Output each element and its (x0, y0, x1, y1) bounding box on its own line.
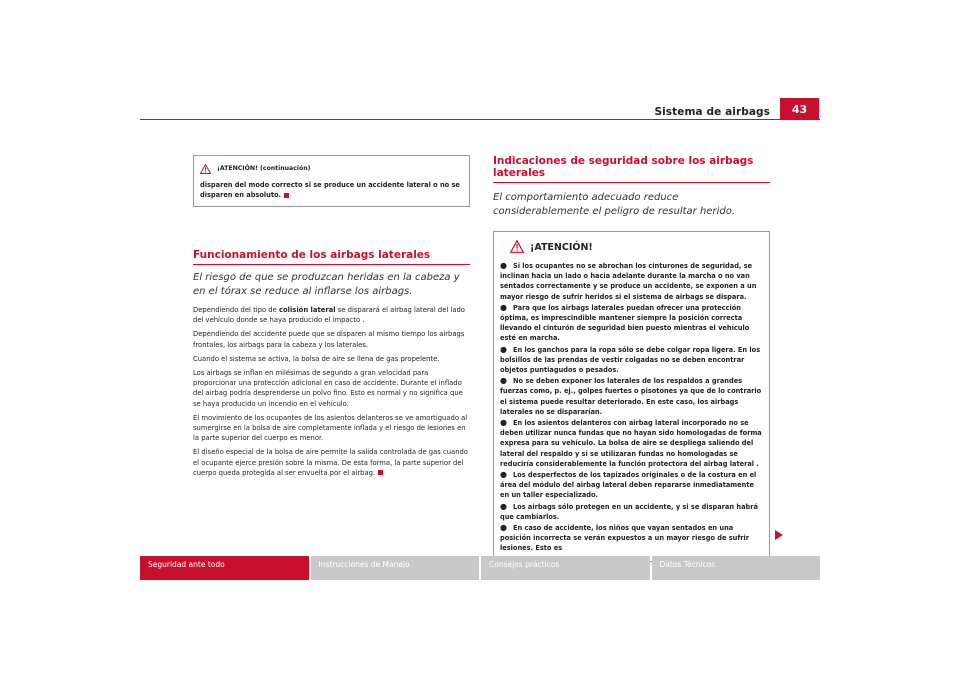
warning-header (500, 232, 763, 261)
warning-list-item: ● En los asientos delanteros con airbag lateral incorporado no se deben utilizar nunca fundas que no hayan sido homologadas de forma expresa para su vehículo. La bolsa de aire se despliega saliendo del lateral del respaldo y si se utilizaran fundas no homologadas se reduciría considerablemente la función protectora del airbag lateral . (500, 418, 762, 468)
section-title-indicaciones: Indicaciones de seguridad sobre los airbags laterales (493, 155, 754, 179)
bullet-icon: ● (500, 344, 507, 354)
section-rule (493, 182, 770, 183)
section-lead: El riesgo de que se produzcan heridas en la cabeza y en el tórax se reduce al inflarse los airbags. (193, 272, 460, 297)
warning-list-item: ● En los ganchos para la ropa sólo se debe colgar ropa ligera. En los bolsillos de las prendas de vestir colgadas no se deben encontrar objetos puntiagudos o pesados. (500, 344, 761, 375)
section-body (193, 305, 470, 478)
body-paragraph: Dependiendo del tipo de colisión lateral se disparará el airbag lateral del lado del vehículo donde se haya producido el impacto . (193, 306, 465, 325)
page-number: 43 (780, 98, 819, 120)
warning-list-item: ● Para que los airbags laterales puedan ofrecer una protección óptima, es imprescindible mantener siempre la posición correcta llevando el cinturón de seguridad bien puesto mientras el vehículo esté en marcha. (500, 302, 750, 343)
warning-list (500, 261, 763, 554)
body-paragraph: El diseño especial de la bolsa de aire permite la salida controlada de gas cuando el ocupante ejerce presión sobre la misma. De esta forma, la parte superior del cuerpo queda protegida al ser envuelta por el airbag. (193, 448, 468, 477)
body-paragraph: Los airbags se inflan en milésimas de segundo a gran velocidad para proporcionar una protección adicional en caso de accidente. Durante el inflado del airbag podría desprenderse un polvo fino. Esto es normal y no significa que se haya producido un incendio en el vehículo. (193, 369, 463, 408)
warning-triangle-icon (510, 238, 524, 257)
warning-list-item: ● No se deben exponer los laterales de los respaldos a grandes fuerzas como, p. ej., golpes fuertes o pisotones ya que de lo contrario el sistema puede resultar deteriorado. En este caso, los airbags laterales no se dispararían. (500, 376, 762, 416)
warning-list-item: ● En caso de accidente, los niños que vayan sentados en una posición incorrecta se verán expuestos a un mayor riesgo de sufrir lesiones. Esto es (500, 523, 750, 553)
footer-nav (140, 556, 820, 580)
header-rule (140, 119, 820, 120)
running-header-title: Sistema de airbags (654, 106, 770, 118)
warning-triangle-icon (200, 159, 211, 178)
section-lead: El comportamiento adecuado reduce considerablemente el peligro de resultar herido. (493, 192, 735, 217)
warning-title: ¡ATENCIÓN! (530, 242, 593, 253)
bullet-icon: ● (500, 501, 507, 511)
body-paragraph: El movimiento de los ocupantes de los asientos delanteros se ve amortiguado al sumergirse en la bolsa de aire completamente inflada y el riesgo de lesiones en la parte superior del cuerpo es menor. (193, 413, 468, 443)
warning-continued-text: disparen del modo correcto si se produce un accidente lateral o no se disparen en absoluto. (200, 181, 460, 199)
section-rule (193, 264, 470, 265)
warning-box (493, 231, 770, 562)
body-paragraph: Dependiendo del accidente puede que se disparen al mismo tiempo los airbags frontales, los airbags para la cabeza y los laterales. (193, 330, 465, 349)
bullet-icon: ● (500, 470, 507, 480)
footer-tab-instrucciones[interactable]: Instrucciones de Manejo (311, 556, 480, 580)
section-end-mark (378, 470, 383, 475)
footer-tab-datos[interactable]: Datos Técnicos (652, 556, 821, 580)
right-column (493, 155, 770, 562)
warning-list-item: ● Los airbags sólo protegen en un accidente, y si se disparan habrá que cambiarlos. (500, 501, 758, 521)
warning-list-item: ● Si los ocupantes no se abrochan los cinturones de seguridad, se inclinan hacia un lado o hacia adelante durante la marcha o no van sentados correctamente y se produce un accidente, se exponen a un mayor riesgo de sufrir heridos si el sistema de airbags se dispara. (500, 261, 757, 301)
section-end-mark (284, 193, 289, 198)
bullet-icon: ● (500, 376, 507, 386)
footer-tab-seguridad[interactable]: Seguridad ante todo (140, 556, 309, 580)
warning-continued-box (193, 155, 470, 207)
bullet-icon: ● (500, 302, 507, 312)
warning-continued-title: ¡ATENCIÓN! (continuación) (217, 165, 311, 172)
section-title-funcionamiento: Funcionamiento de los airbags laterales (193, 249, 431, 261)
warning-list-item: ● Los desperfectos de los tapizados originales o de la costura en el área del módulo del airbag lateral deben repararse inmediatamente en un taller especializado. (500, 470, 757, 500)
bullet-icon: ● (500, 523, 507, 533)
bullet-icon: ● (500, 261, 507, 270)
body-paragraph: Cuando el sistema se activa, la bolsa de aire se llena de gas propelente. (193, 354, 440, 363)
footer-tab-consejos[interactable]: Consejos prácticos (481, 556, 650, 580)
bullet-icon: ● (500, 418, 507, 428)
left-column (193, 155, 470, 482)
warning-continued-header (194, 156, 469, 180)
continue-arrow-icon (775, 530, 783, 540)
